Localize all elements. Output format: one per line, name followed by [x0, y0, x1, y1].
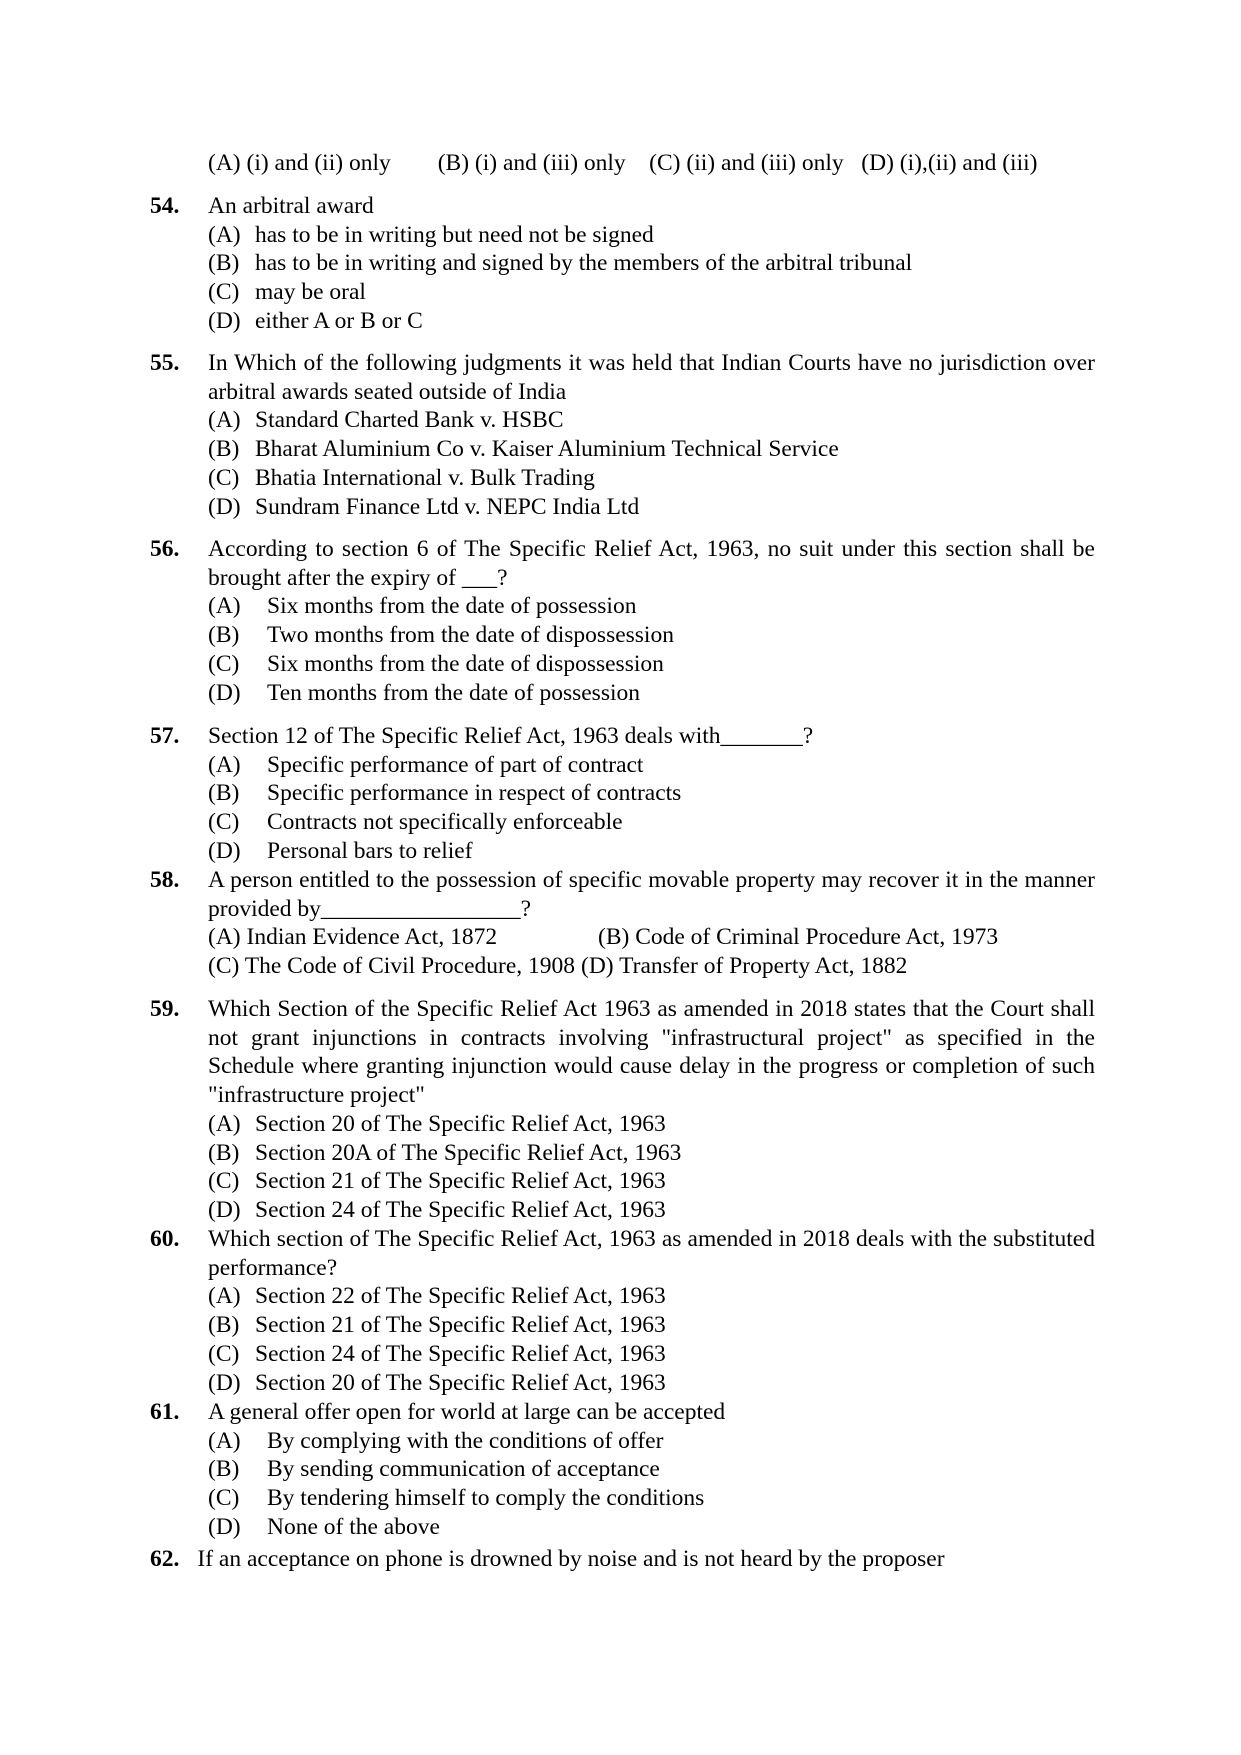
question-number: 54. — [150, 193, 180, 219]
option-label: (C) — [208, 650, 240, 677]
option-a — [208, 1110, 1095, 1139]
option-text: Specific performance of part of contract — [267, 751, 644, 778]
option-d — [208, 679, 1095, 708]
question-58 — [150, 866, 1095, 981]
option-c — [208, 464, 1095, 493]
option-label: (D) — [208, 307, 241, 334]
option-text: Standard Charted Bank v. HSBC — [255, 407, 564, 434]
option-b: (B) Code of Criminal Procedure Act, 1973 — [598, 924, 999, 951]
option-label: (B) — [208, 250, 240, 277]
question-stem: An arbitral award — [208, 193, 374, 219]
question-stem: In Which of the following judgments it was held that Indian Courts have no jurisdiction over arbitral awards seated outside of India — [208, 350, 1095, 405]
option-text: Section 20A of The Specific Relief Act, 1963 — [255, 1139, 682, 1166]
question-62 — [150, 1545, 945, 1574]
option-label: (A) — [208, 1283, 241, 1310]
question-stem: Which Section of the Specific Relief Act 1963 as amended in 2018 states that the Court shall not grant injunctions in contracts involving "infrastructural project" as specified in the Schedule where granting injunction would cause delay in the progress or completion of such "infrastructure project" — [208, 996, 1095, 1109]
option-a — [208, 592, 1095, 621]
question-56 — [150, 535, 1095, 707]
option-c — [208, 1484, 1095, 1513]
option-a — [208, 406, 1095, 435]
option-label: (D) — [208, 1369, 241, 1396]
question-57 — [150, 722, 1095, 866]
question-stem: A general offer open for world at large can be accepted — [208, 1399, 726, 1425]
option-c — [208, 1167, 1095, 1196]
question-60 — [150, 1225, 1095, 1397]
option-text: Bhatia International v. Bulk Trading — [255, 464, 595, 491]
option-d — [208, 1513, 1095, 1542]
question-number: 57. — [150, 723, 180, 749]
question-number: 62. — [150, 1546, 180, 1572]
option-label: (D) — [208, 679, 241, 706]
option-label: (D) — [208, 493, 241, 520]
option-b — [208, 1311, 1095, 1340]
option-label: (A) — [208, 593, 241, 620]
question-61 — [150, 1398, 1095, 1542]
option-c: (C) The Code of Civil Procedure, 1908 — [208, 953, 576, 980]
option-label: (A) — [208, 1110, 241, 1137]
option-label: (A) — [208, 407, 241, 434]
option-text: Section 22 of The Specific Relief Act, 1963 — [255, 1283, 666, 1310]
option-label: (B) — [208, 436, 240, 463]
option-label: (C) — [208, 1168, 240, 1195]
option-text: Section 21 of The Specific Relief Act, 1963 — [255, 1168, 666, 1195]
previous-question-options: (A) (i) and (ii) only (B) (i) and (iii) only (C) (ii) and (iii) only (D) (i),(ii) and (iii) — [208, 150, 1038, 176]
option-d — [208, 837, 1095, 866]
option-text: Six months from the date of possession — [267, 593, 637, 620]
option-text: Specific performance in respect of contracts — [267, 780, 682, 807]
option-label: (B) — [208, 1312, 240, 1339]
option-text: By sending communication of acceptance — [267, 1456, 660, 1483]
option-d — [208, 1196, 1095, 1225]
option-text: Section 21 of The Specific Relief Act, 1963 — [255, 1312, 666, 1339]
option-text: Section 20 of The Specific Relief Act, 1963 — [255, 1369, 666, 1396]
question-number: 61. — [150, 1399, 180, 1425]
option-c — [208, 278, 1095, 307]
option-label: (B) — [208, 1139, 240, 1166]
option-text: Bharat Aluminium Co v. Kaiser Aluminium Technical Service — [255, 436, 839, 463]
option-label: (C) — [208, 1485, 240, 1512]
option-b — [208, 621, 1095, 650]
option-b — [208, 249, 1095, 278]
option-a: (A) Indian Evidence Act, 1872 — [208, 924, 498, 951]
option-text: Ten months from the date of possession — [267, 679, 640, 706]
option-text: Six months from the date of dispossession — [267, 650, 664, 677]
option-row — [208, 952, 1095, 981]
option-text: By complying with the conditions of offer — [267, 1427, 664, 1454]
option-b — [208, 779, 1095, 808]
option-b — [208, 1455, 1095, 1484]
option-label: (D) — [208, 837, 241, 864]
option-label: (A) — [208, 751, 241, 778]
option-text: has to be in writing but need not be signed — [255, 221, 654, 248]
option-a — [208, 221, 1095, 250]
option-b — [208, 435, 1095, 464]
option-text: either A or B or C — [255, 307, 423, 334]
question-54 — [150, 192, 1095, 336]
option-text: By tendering himself to comply the conditions — [267, 1485, 705, 1512]
option-label: (D) — [208, 1196, 241, 1223]
option-text: Two months from the date of dispossession — [267, 622, 674, 649]
question-number: 58. — [150, 867, 180, 893]
option-label: (D) — [208, 1513, 241, 1540]
option-d — [208, 493, 1095, 522]
option-label: (A) — [208, 1427, 241, 1454]
option-text: Section 20 of The Specific Relief Act, 1963 — [255, 1110, 666, 1137]
option-c — [208, 808, 1095, 837]
option-text: Contracts not specifically enforceable — [267, 809, 623, 836]
option-label: (A) — [208, 221, 241, 248]
option-label: (C) — [208, 464, 240, 491]
option-label: (B) — [208, 622, 240, 649]
option-text: Sundram Finance Ltd v. NEPC India Ltd — [255, 493, 640, 520]
question-number: 55. — [150, 350, 180, 376]
option-text: None of the above — [267, 1513, 440, 1540]
option-d — [208, 307, 1095, 336]
option-d — [208, 1369, 1095, 1398]
question-number: 59. — [150, 996, 180, 1022]
option-a — [208, 751, 1095, 780]
option-text: may be oral — [255, 279, 366, 306]
option-d: (D) Transfer of Property Act, 1882 — [581, 953, 908, 980]
option-b — [208, 1139, 1095, 1168]
option-label: (C) — [208, 809, 240, 836]
question-stem: Which section of The Specific Relief Act, 1963 as amended in 2018 deals with the substituted performance? — [208, 1226, 1095, 1281]
option-a — [208, 1282, 1095, 1311]
question-number: 56. — [150, 536, 180, 562]
option-label: (B) — [208, 780, 240, 807]
option-text: has to be in writing and signed by the members of the arbitral tribunal — [255, 250, 913, 277]
question-stem: If an acceptance on phone is drowned by noise and is not heard by the proposer — [197, 1546, 945, 1572]
question-stem: A person entitled to the possession of specific movable property may recover it in the manner provided by_________________? — [208, 867, 1095, 922]
option-label: (C) — [208, 1340, 240, 1367]
option-a — [208, 1427, 1095, 1456]
option-label: (C) — [208, 279, 240, 306]
option-label: (B) — [208, 1456, 240, 1483]
option-c — [208, 650, 1095, 679]
option-row — [208, 923, 1095, 952]
option-text: Section 24 of The Specific Relief Act, 1963 — [255, 1340, 666, 1367]
question-59 — [150, 995, 1095, 1225]
question-stem: According to section 6 of The Specific Relief Act, 1963, no suit under this section shall be brought after the expiry of ___? — [208, 536, 1095, 591]
question-stem: Section 12 of The Specific Relief Act, 1963 deals with_______? — [208, 723, 814, 749]
question-55 — [150, 349, 1095, 521]
question-number: 60. — [150, 1226, 180, 1252]
option-text: Personal bars to relief — [267, 837, 473, 864]
option-text: Section 24 of The Specific Relief Act, 1963 — [255, 1196, 666, 1223]
option-c — [208, 1340, 1095, 1369]
